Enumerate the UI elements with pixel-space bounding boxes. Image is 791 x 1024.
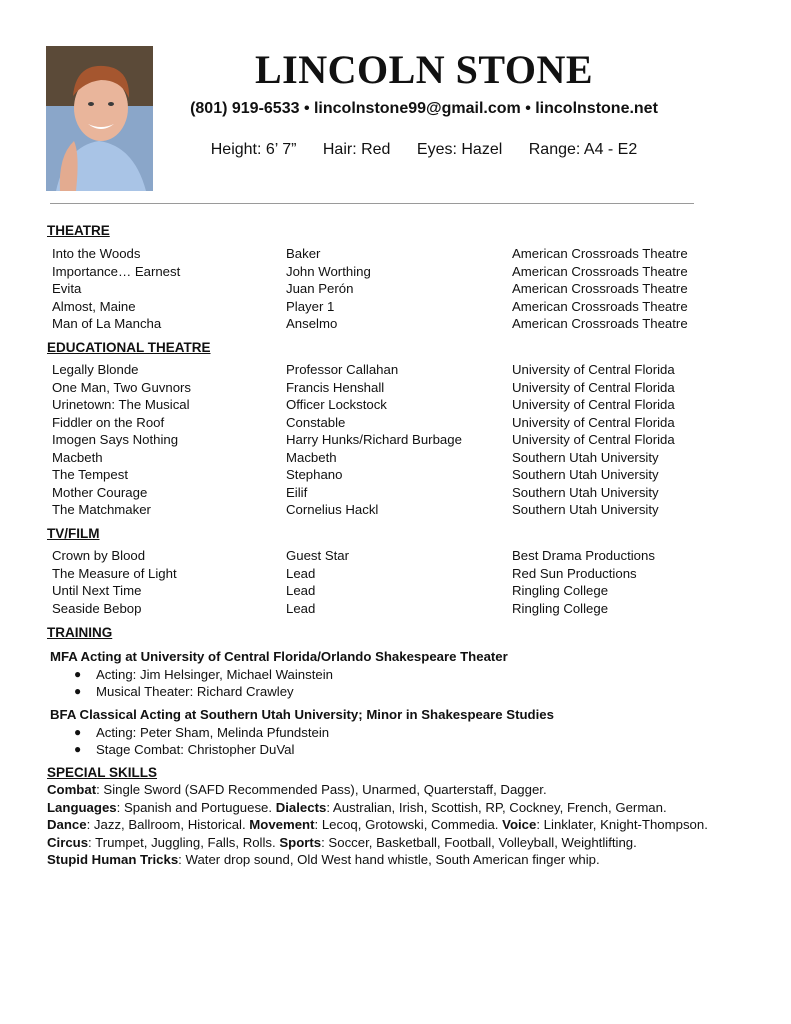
table-row <box>0 281 791 298</box>
show-title: The Matchmaker <box>52 502 151 517</box>
role: Harry Hunks/Richard Burbage <box>286 432 462 447</box>
role: Lead <box>286 583 316 598</box>
headshot-photo <box>46 46 153 191</box>
degree-bfa: BFA Classical Acting at Southern Utah University; Minor in Shakespeare Studies <box>50 707 554 722</box>
table-row <box>0 432 791 449</box>
company: Ringling College <box>512 583 609 598</box>
company: University of Central Florida <box>512 414 675 430</box>
bullet-icon: ● <box>74 667 82 681</box>
company: Southern Utah University <box>512 484 659 500</box>
company: Southern Utah University <box>512 467 659 482</box>
candidate-name: LINCOLN STONE <box>254 47 594 92</box>
show-title: Legally Blonde <box>52 362 139 377</box>
table-row <box>0 450 791 467</box>
show-title: Importance… Earnest <box>52 263 181 279</box>
table-row <box>0 362 791 379</box>
show-title: Crown by Blood <box>52 548 146 563</box>
company: University of Central Florida <box>512 432 675 447</box>
show-title: The Measure of Light <box>52 566 177 581</box>
show-title: Urinetown: The Musical <box>52 397 190 412</box>
table-row <box>0 502 791 519</box>
role: Anselmo <box>286 316 338 331</box>
table-row <box>0 299 791 316</box>
role: Officer Lockstock <box>286 397 387 412</box>
company: University of Central Florida <box>512 362 675 377</box>
company: American Crossroads Theatre <box>512 246 688 261</box>
skill-line-circus: Circus: Trumpet, Juggling, Falls, Rolls. Sports: Soccer, Basketball, Football, Volleyball, Weightlifting. <box>47 834 637 850</box>
bullet-icon: ● <box>74 684 82 698</box>
header-divider <box>50 203 694 204</box>
physical-stats <box>166 141 682 159</box>
table-row <box>0 316 791 333</box>
stat-hair: Hair: Red <box>322 141 391 158</box>
table-row <box>0 397 791 414</box>
table-row <box>0 380 791 397</box>
show-title: Seaside Bebop <box>52 601 142 616</box>
role: Lead <box>286 601 316 616</box>
role: Lead <box>286 566 316 581</box>
role: Eilif <box>286 484 308 500</box>
table-row <box>0 583 791 600</box>
table-row <box>0 485 791 502</box>
show-title: Macbeth <box>52 449 103 465</box>
bullet-icon: ● <box>74 725 82 739</box>
company: University of Central Florida <box>512 379 675 395</box>
skill-line-tricks: Stupid Human Tricks: Water drop sound, Old West hand whistle, South American finger whip. <box>47 852 600 867</box>
show-title: Into the Woods <box>52 246 141 261</box>
skill-line-combat: Combat: Single Sword (SAFD Recommended Pass), Unarmed, Quarterstaff, Dagger. <box>47 782 547 797</box>
company: Southern Utah University <box>512 449 659 465</box>
skill-line-dance: Dance: Jazz, Ballroom, Historical. Movement: Lecoq, Grotowski, Commedia. Voice: Linklater, Knight-Thompson. <box>47 817 708 832</box>
stat-range: Range: A4 - E2 <box>528 141 638 158</box>
table-row <box>0 548 791 565</box>
company: American Crossroads Theatre <box>512 263 688 279</box>
show-title: Fiddler on the Roof <box>52 414 165 430</box>
show-title: The Tempest <box>52 467 128 482</box>
section-title-training: TRAINING <box>47 625 113 640</box>
stat-height: Height: 6’ 7” <box>210 141 297 158</box>
company: Best Drama Productions <box>512 548 655 563</box>
section-title-special-skills: SPECIAL SKILLS <box>47 765 158 780</box>
table-row <box>0 415 791 432</box>
role: Constable <box>286 414 346 430</box>
company: Ringling College <box>512 601 609 616</box>
role: Guest Star <box>286 548 350 563</box>
bullet-icon: ● <box>74 742 82 756</box>
skill-line-languages: Languages: Spanish and Portuguese. Dialects: Australian, Irish, Scottish, RP, Cockney, French, German. <box>47 799 667 815</box>
role: Professor Callahan <box>286 362 399 377</box>
role: Juan Perón <box>286 281 354 296</box>
table-row <box>0 264 791 281</box>
section-title-tv-film: TV/FILM <box>47 526 100 541</box>
contact-line: (801) 919-6533 • lincolnstone99@gmail.com • lincolnstone.net <box>190 100 658 117</box>
company: Red Sun Productions <box>512 566 637 581</box>
company: Southern Utah University <box>512 502 659 517</box>
role: Cornelius Hackl <box>286 502 379 517</box>
role: Francis Henshall <box>286 379 385 395</box>
table-row <box>0 246 791 263</box>
company: American Crossroads Theatre <box>512 298 688 314</box>
show-title: Until Next Time <box>52 583 142 598</box>
table-row <box>0 467 791 484</box>
show-title: One Man, Two Guvnors <box>52 379 192 395</box>
show-title: Evita <box>52 281 82 296</box>
section-title-educational-theatre: EDUCATIONAL THEATRE <box>47 340 211 355</box>
role: Macbeth <box>286 449 337 465</box>
show-title: Man of La Mancha <box>52 316 162 331</box>
role: Player 1 <box>286 298 335 314</box>
company: American Crossroads Theatre <box>512 281 688 296</box>
role: Stephano <box>286 467 343 482</box>
table-row <box>0 601 791 618</box>
role: John Worthing <box>286 263 371 279</box>
company: American Crossroads Theatre <box>512 316 688 331</box>
degree-mfa: MFA Acting at University of Central Florida/Orlando Shakespeare Theater <box>50 649 508 664</box>
show-title: Almost, Maine <box>52 298 136 314</box>
company: University of Central Florida <box>512 397 675 412</box>
show-title: Mother Courage <box>52 484 148 500</box>
role: Baker <box>286 246 321 261</box>
stat-eyes: Eyes: Hazel <box>416 141 503 158</box>
show-title: Imogen Says Nothing <box>52 432 179 447</box>
section-title-theatre: THEATRE <box>47 223 110 238</box>
table-row <box>0 566 791 583</box>
